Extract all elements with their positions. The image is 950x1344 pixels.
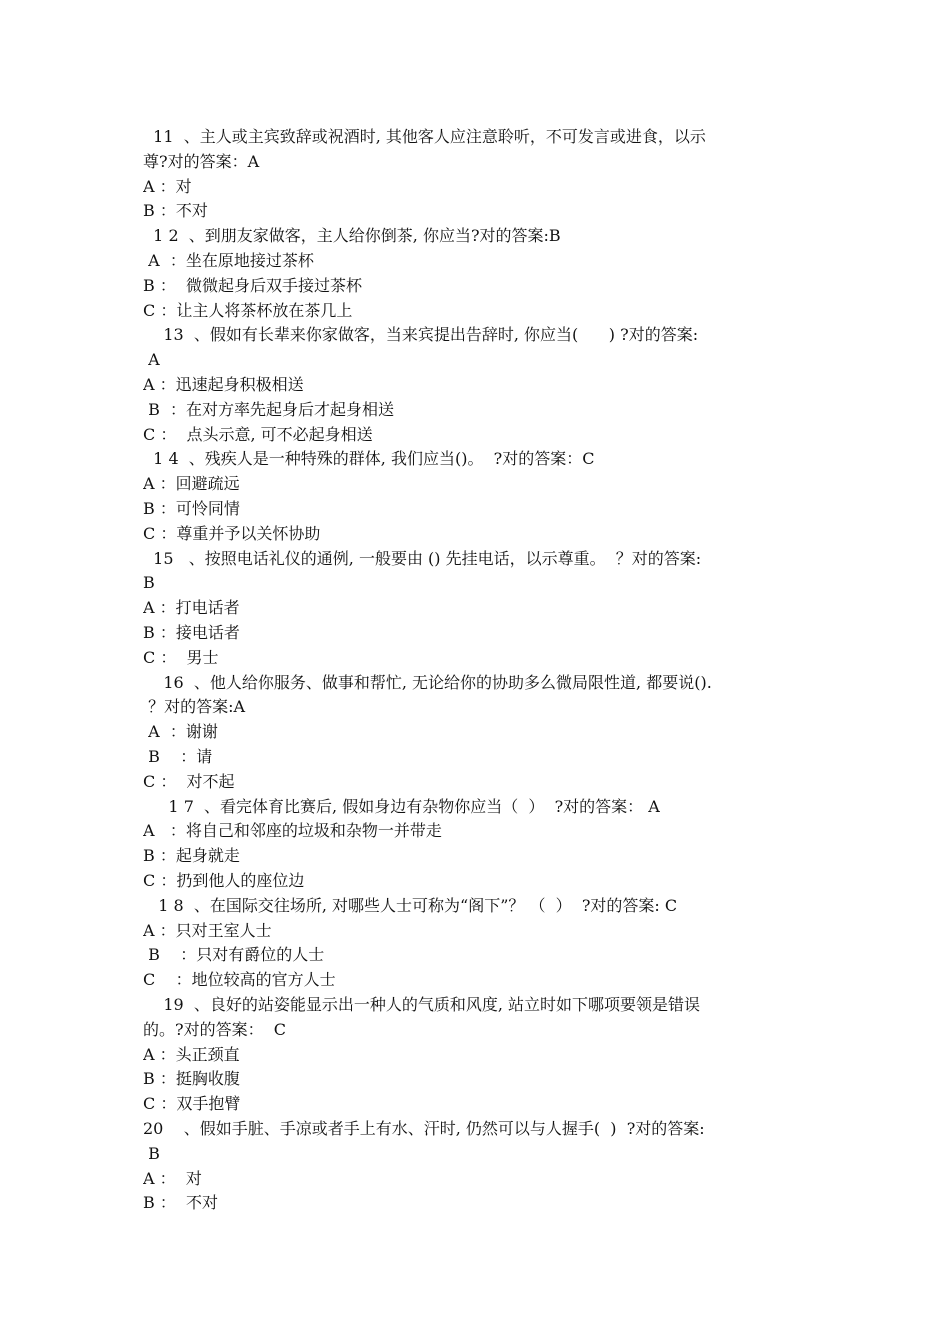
question-text: 1 4 、残疾人是一种特殊的群体, 我们应当()。 ?对的答案：C xyxy=(143,449,595,469)
question-text: 1 7 、看完体育比赛后, 假如身边有杂物你应当（ ） ?对的答案： A xyxy=(143,796,660,816)
question-text: 13 、假如有长辈来你家做客，当来宾提出告辞时, 你应当( ) ?对的答案: xyxy=(143,325,699,345)
answer-option: A ：回避疏远 xyxy=(143,474,240,494)
question-text-continued: B xyxy=(143,1143,160,1163)
answer-option: A ：将自己和邻座的垃圾和杂物一并带走 xyxy=(143,821,442,841)
answer-option: B ：起身就走 xyxy=(143,846,240,866)
answer-option: B ： 不对 xyxy=(143,1193,219,1213)
answer-option: A ：打电话者 xyxy=(143,598,240,618)
answer-option: B ：只对有爵位的人士 xyxy=(143,945,325,965)
answer-option: C ：让主人将茶杯放在茶几上 xyxy=(143,300,353,320)
answer-option: B ：不对 xyxy=(143,201,208,221)
answer-option: C ： 点头示意, 可不必起身相送 xyxy=(143,424,373,444)
answer-option: B ：可怜同情 xyxy=(143,499,240,518)
answer-option: C ：扔到他人的座位边 xyxy=(143,871,305,890)
answer-option: A ：谢谢 xyxy=(143,722,218,742)
answer-option: C ：尊重并予以关怀协助 xyxy=(143,523,321,543)
answer-option: C ： 男士 xyxy=(143,647,219,667)
question-text: 20 、假如手脏、手凉或者手上有水、汗时, 仍然可以与人握手( ) ?对的答案: xyxy=(143,1119,705,1138)
answer-option: A ：迅速起身积极相送 xyxy=(143,375,304,394)
answer-option: A ： 对 xyxy=(143,1168,202,1188)
question-text-continued: B xyxy=(143,573,155,593)
question-text-continued: 尊?对的答案：A xyxy=(143,151,260,171)
answer-option: A ：对 xyxy=(143,176,192,196)
question-text: 19 、良好的站姿能显示出一种人的气质和风度, 站立时如下哪项要领是错误 xyxy=(143,995,701,1014)
answer-option: C ： 对不起 xyxy=(143,771,235,791)
question-text: 1 2 、到朋友家做客，主人给你倒茶, 你应当?对的答案:B xyxy=(143,226,561,246)
question-text: 1 8 、在国际交往场所, 对哪些人士可称为“阁下”？ （ ） ?对的答案: C xyxy=(143,895,678,915)
question-text-continued: ？对的答案:A xyxy=(143,697,246,717)
answer-option: A ：头正颈直 xyxy=(143,1044,240,1064)
answer-option: B ： 微微起身后双手接过茶杯 xyxy=(143,275,363,295)
answer-option: B ：在对方率先起身后才起身相送 xyxy=(143,399,395,419)
question-text: 16 、他人给你服务、做事和帮忙, 无论给你的协助多么微局限性道, 都要说(). xyxy=(143,672,712,692)
answer-option: B ：接电话者 xyxy=(143,623,240,642)
question-text-continued: 的。?对的答案： C xyxy=(143,1019,286,1039)
answer-option: B ：挺胸收腹 xyxy=(143,1069,240,1089)
answer-option: C ：地位较高的官方人士 xyxy=(143,970,336,990)
question-text: 11 、主人或主宾致辞或祝酒时, 其他客人应注意聆听，不可发言或进食，以示 xyxy=(143,127,706,146)
answer-option: A ：只对王室人士 xyxy=(143,920,272,940)
answer-option: B ：请 xyxy=(143,747,213,766)
answer-option: C ：双手抱臂 xyxy=(143,1094,241,1114)
answer-option: A ：坐在原地接过茶杯 xyxy=(143,251,314,270)
question-text: 15 、按照电话礼仪的通例, 一般要由 () 先挂电话，以示尊重。 ？对的答案: xyxy=(143,548,702,568)
question-text-continued: A xyxy=(143,350,160,370)
